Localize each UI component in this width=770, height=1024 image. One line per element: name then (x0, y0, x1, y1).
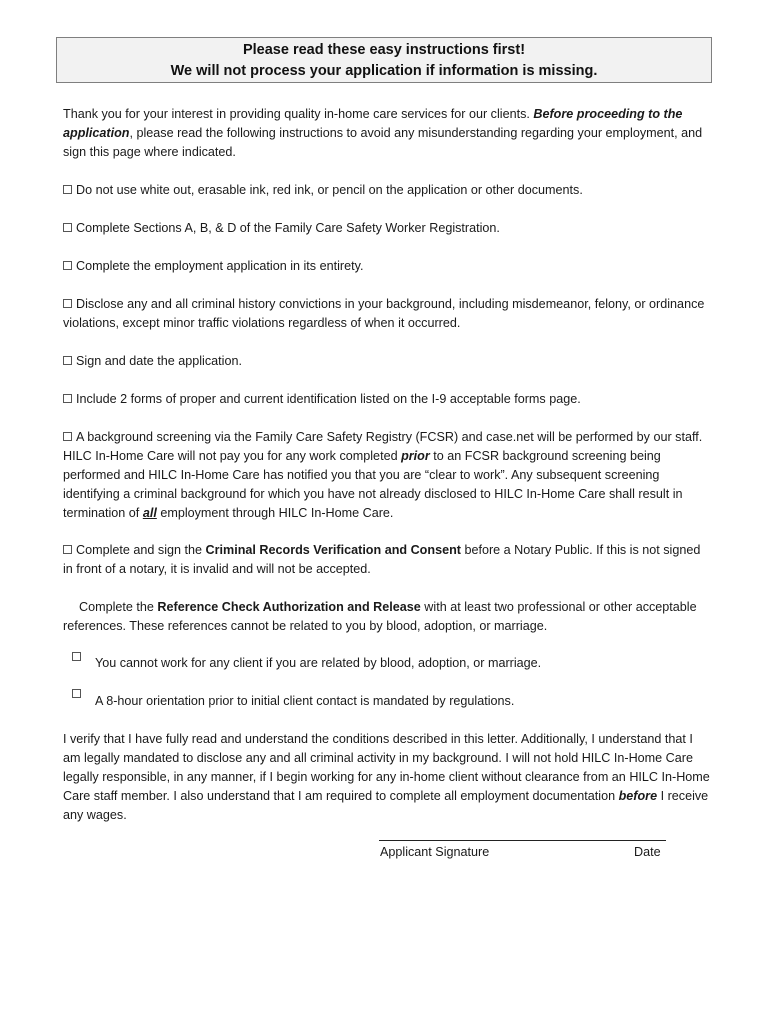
verify-text-b: I receive any wages. (63, 789, 709, 822)
intro-paragraph (63, 105, 713, 162)
applicant-signature-label: Applicant Signature (380, 845, 490, 859)
verify-text-a: I verify that I have fully read and understand the conditions described in this letter. Additionally, I understand that I am legally mandated to disclose any and all criminal activity in my background. I will not hold HILC In-Home Care legally responsible, in any manner, if I begin working for any in-home client without clearance from an HILC In-Home Care staff member. I also understand that I am required to complete all employment documentation (63, 732, 710, 803)
item-sections (63, 219, 713, 238)
item-notary (63, 541, 713, 579)
item-screening-text-c: employment through HILC In-Home Care. (156, 506, 394, 520)
item-screening-text-a: A background screening via the Family Care Safety Registry (FCSR) and case.net will be performed by our staff. HILC In-Home Care will not pay you for any work completed (63, 430, 703, 463)
item-white-out (63, 181, 713, 200)
item-related (95, 654, 735, 673)
intro-text-b: , please read the following instructions to avoid any misunderstanding regarding your employment, and sign this page where indicated. (63, 126, 703, 159)
item-entirety (63, 257, 713, 276)
intro-text-a: Thank you for your interest in providing quality in-home care services for our clients. (63, 107, 534, 121)
item-screening-text-b: to an FCSR background screening being performed and HILC In-Home Care has notified you that you are “clear to work”. Any subsequent screening identifying a criminal background for which you have not already disclosed to HILC In-Home Care shall result in termination of (63, 449, 683, 520)
date-label: Date (634, 845, 661, 859)
checkbox-icon[interactable] (63, 356, 72, 365)
item-reference (63, 598, 713, 636)
signature-line[interactable] (379, 840, 666, 841)
item-disclose (63, 295, 713, 333)
checkbox-icon[interactable] (63, 394, 72, 403)
checkbox-icon[interactable] (63, 223, 72, 232)
item-white-out-text: Do not use white out, erasable ink, red ink, or pencil on the application or other documents. (76, 183, 583, 197)
item-screening-prior: prior (401, 449, 430, 463)
item-identification (63, 390, 713, 409)
item-screening (63, 428, 713, 523)
checkbox-icon[interactable] (63, 261, 72, 270)
item-related-text: You cannot work for any client if you are related by blood, adoption, or marriage. (95, 656, 542, 670)
item-reference-text-a: Complete the (79, 600, 158, 614)
item-notary-bold: Criminal Records Verification and Consent (205, 543, 461, 557)
verify-emphasis: before (618, 789, 658, 803)
instructions-header (56, 37, 712, 83)
checkbox-icon[interactable] (72, 689, 81, 698)
header-line-2: We will not process your application if information is missing. (170, 63, 598, 79)
checkbox-icon[interactable] (72, 652, 81, 661)
item-disclose-text: Disclose any and all criminal history convictions in your background, including misdemeanor, felony, or ordinance violations, except minor traffic violations regardless of when it occurred. (63, 297, 705, 330)
verify-paragraph (63, 730, 713, 825)
item-sign-date (63, 352, 713, 371)
item-entirety-text: Complete the employment application in its entirety. (76, 259, 364, 273)
checkbox-icon[interactable] (63, 299, 72, 308)
item-notary-text-b: before a Notary Public. If this is not signed in front of a notary, it is invalid and will not be accepted. (63, 543, 701, 576)
item-sections-text: Complete Sections A, B, & D of the Family Care Safety Worker Registration. (76, 221, 500, 235)
item-screening-all: all (142, 506, 157, 520)
item-reference-bold: Reference Check Authorization and Release (157, 600, 421, 614)
header-line-1: Please read these easy instructions first! (242, 42, 526, 58)
item-orientation-text: A 8-hour orientation prior to initial client contact is mandated by regulations. (95, 694, 515, 708)
item-reference-text-b: with at least two professional or other acceptable references. These references cannot be related to you by blood, adoption, or marriage. (63, 600, 697, 633)
checkbox-icon[interactable] (63, 545, 72, 554)
checkbox-icon[interactable] (63, 185, 72, 194)
item-sign-date-text: Sign and date the application. (76, 354, 242, 368)
item-identification-text: Include 2 forms of proper and current identification listed on the I-9 acceptable forms page. (76, 392, 581, 406)
item-notary-text-a: Complete and sign the (76, 543, 206, 557)
intro-emphasis: Before proceeding to the application (63, 107, 683, 140)
item-orientation (95, 692, 735, 711)
checkbox-icon[interactable] (63, 432, 72, 441)
